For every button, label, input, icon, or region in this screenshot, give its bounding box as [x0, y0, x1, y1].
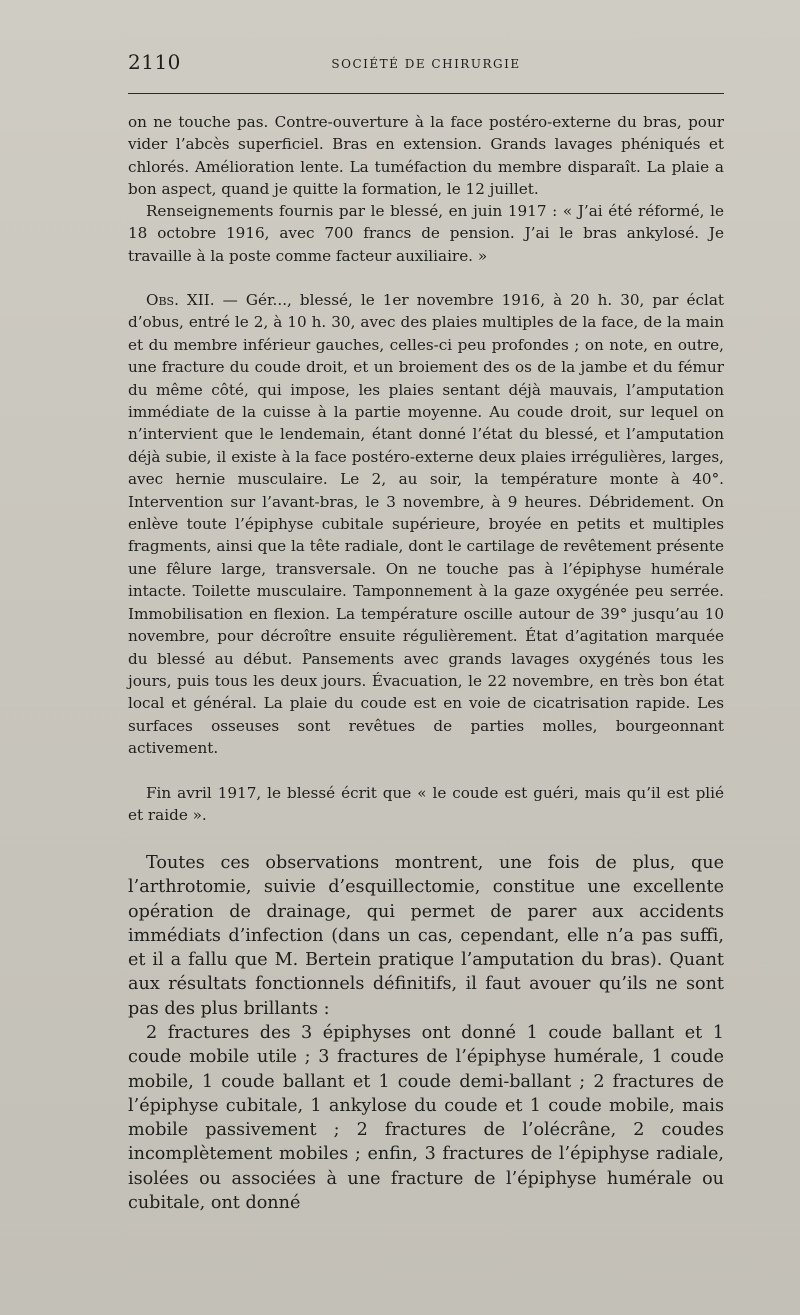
paragraph-results: 2 fractures des 3 épiphyses ont donné 1 coude ballant et 1 coude mobile utile ; 3 fractures de l’épiphyse humérale, 1 coude mobile, 1 coude ballant et 1 coude demi-ballant ; 2 fractures de l’épiphyse cubitale, 1 ankylose du coude et 1 coude mobile, mais mobile passivement ; 2 fractures de l’olécrâne, 2 coudes incomplètement mobiles ; enfin, 3 fractures de l’épiphyse radiale, isolées ou associées à une fracture de l’épiphyse humérale ou cubitale, ont donné — [128, 1023, 724, 1214]
paragraph-follow-up: Fin avril 1917, le blessé écrit que « le coude est guéri, mais qu’il est plié et raide ». — [128, 784, 724, 825]
paragraph-conclusion: Toutes ces observations montrent, une fois de plus, que l’arthrotomie, suivie d’esquillectomie, constitue une excellente opération de drainage, qui permet de parer aux accidents immédiats d’infection (dans un cas, cependant, elle n’a pas suffi, et il a fallu que M. Bertein pratique l’amputation du bras). Quant aux résultats fonctionnels définitifs, il faut avouer qu’ils ne sont pas des plus brillants : — [128, 853, 724, 1019]
running-head — [128, 48, 724, 88]
paragraph-obs-xi-end: on ne touche pas. Contre-ouverture à la face postéro-externe du bras, pour vider l’abcès superficiel. Bras en extension. Grands lavages phéniqués et chlorés. Amélioration lente. La tuméfaction du membre disparaît. La plaie a bon aspect, quand je quitte la formation, le 12 juillet. — [128, 113, 724, 199]
header-rule — [128, 93, 724, 94]
page-number: 2110 — [128, 50, 181, 74]
journal-title: SOCIÉTÉ DE CHIRURGIE — [331, 57, 521, 71]
paragraph-obs-xii — [128, 289, 724, 760]
paragraph-patient-report: Renseignements fournis par le blessé, en juin 1917 : « J’ai été réformé, le 18 octobre 1916, avec 700 francs de pension. J’ai le bras ankylosé. Je travaille à la poste comme facteur auxiliaire. » — [128, 202, 724, 265]
observation-text: — Gér..., blessé, le 1er novembre 1916, à 20 h. 30, par éclat d’obus, entré le 2, à 10 h. 30, avec des plaies multiples de la face, de la main et du membre inférieur gauches, celles-ci peu profondes ; on note, en outre, une fracture du coude droit, et un broiement des os de la jambe et du fémur du même côté, qui impose, les plaies sentant déjà mauvais, l’amputation immédiate de la cuisse à la partie moyenne. Au coude droit, sur lequel on n’intervient que le lendemain, étant donné l’état du blessé, et l’amputation déjà subie, il existe à la face postéro-externe deux plaies irrégulières, larges, avec hernie musculaire. Le 2, au soir, la température monte à 40°. Intervention sur l’avant-bras, le 3 novembre, à 9 heures. Débridement. On enlève toute l’épiphyse cubitale supérieure, broyée en petits et multiples fragments, ainsi que la tête radiale, dont le cartilage de revêtement présente une fêlure large, transversale. On ne touche pas à l’épiphyse humérale intacte. Toilette musculaire. Tamponnement à la gaze oxygénée peu serrée. Immobilisation en flexion. La température oscille autour de 39° jusqu’au 10 novembre, pour décroître ensuite régulièrement. État d’agitation marquée du blessé au début. Pansements avec grands lavages oxygénés tous les jours, puis tous les deux jours. Évacuation, le 22 novembre, en très bon état local et général. La plaie du coude est en voie de cicatrisation rapide. Les surfaces osseuses sont revêtues de parties molles, bourgeonnant activement. — [128, 291, 724, 758]
observation-label: Obs. XII. — [146, 291, 215, 309]
